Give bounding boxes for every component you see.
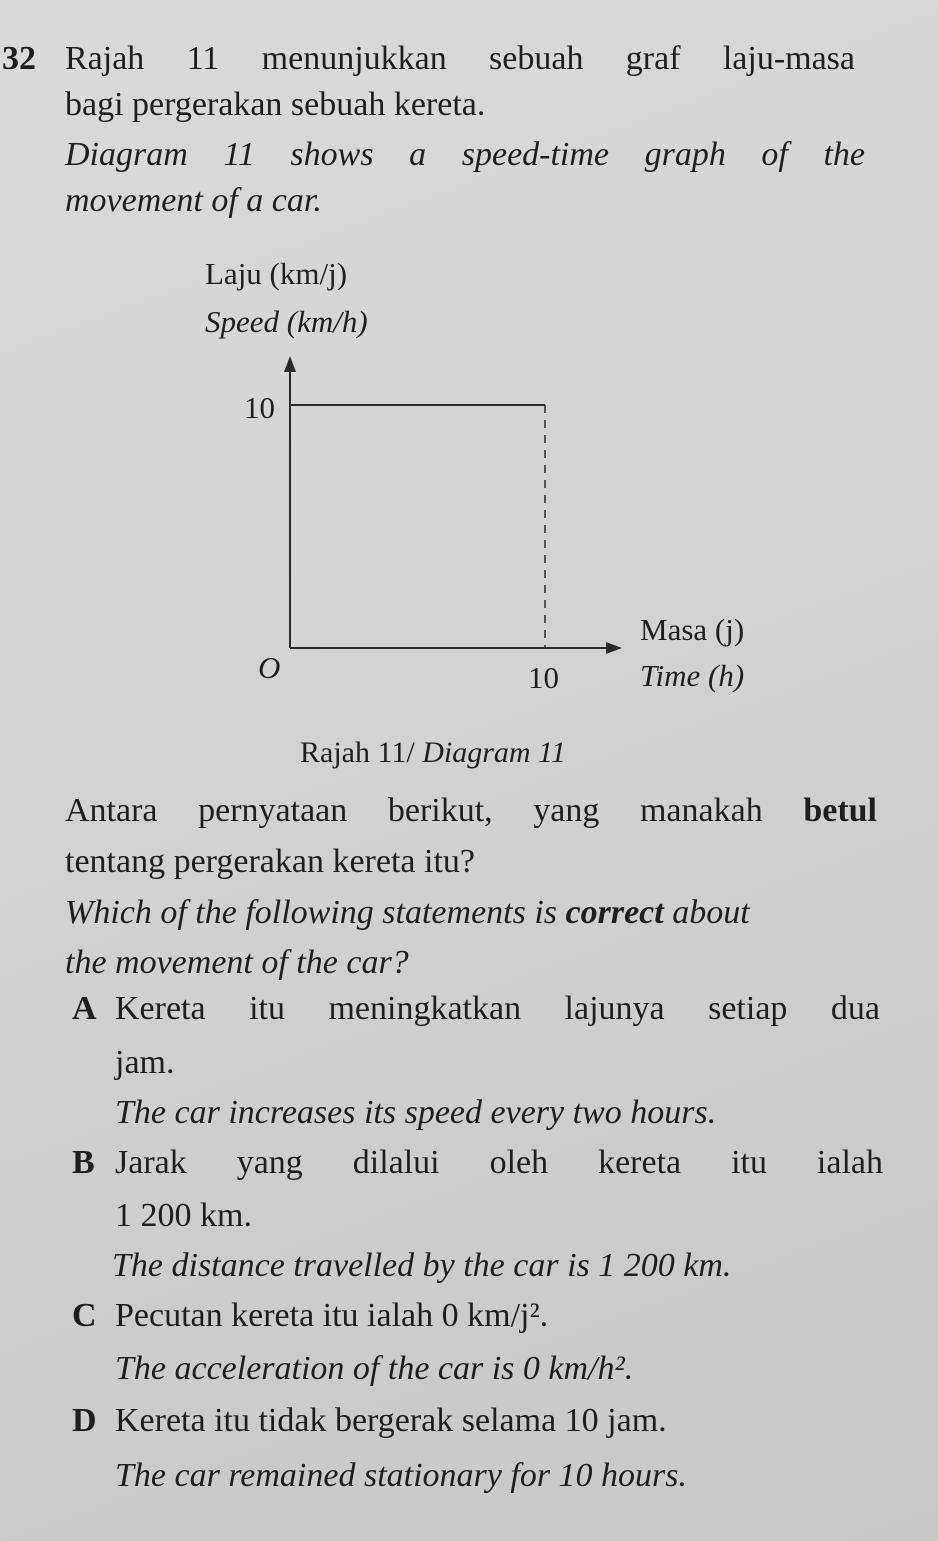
option-text-malay: jam.: [115, 1044, 175, 1081]
prompt-text: Antara pernyataan berikut, yang manakah: [65, 792, 763, 829]
y-axis-label-malay: Laju (km/j): [205, 256, 348, 291]
option-text-english: The acceleration of the car is 0 km/h².: [115, 1350, 634, 1387]
y-axis-label-english: Speed (km/h): [205, 304, 368, 339]
option-text-malay: Pecutan kereta itu ialah 0 km/j²: [115, 1297, 540, 1334]
option-letter: B: [72, 1144, 95, 1181]
x-axis-label-malay: Masa (j): [640, 612, 745, 647]
option-text-malay: 1 200 km.: [115, 1197, 252, 1234]
prompt-malay-line2: tentang pergerakan kereta itu?: [65, 843, 475, 880]
x-axis-arrow: [606, 642, 622, 654]
prompt-english-line2: the movement of the car?: [65, 944, 409, 981]
prompt-english-line1: [65, 896, 750, 930]
y-axis-arrow: [284, 356, 296, 372]
option-text-malay: Kereta itu tidak bergerak selama 10 jam.: [115, 1402, 667, 1439]
option-text-malay: Kereta itu meningkatkan lajunya setiap dua: [115, 990, 880, 1027]
y-tick-10: 10: [244, 390, 275, 425]
prompt-emphasis: betul: [803, 792, 877, 829]
prompt-malay-line1: [65, 794, 877, 828]
option-letter: A: [72, 990, 97, 1027]
option-letter: D: [72, 1402, 97, 1439]
question-number: 32: [2, 40, 36, 77]
prompt-emphasis: correct: [565, 894, 664, 931]
caption-english: Diagram 11: [422, 736, 566, 769]
option-text-malay-end: .: [539, 1297, 549, 1334]
option-text-english: The distance travelled by the car is 1 200 km.: [112, 1247, 732, 1284]
origin-label: O: [258, 650, 281, 685]
x-tick-10: 10: [528, 660, 559, 695]
caption-malay: Rajah 11/: [300, 736, 415, 769]
x-axis-label-english: Time (h): [640, 658, 745, 693]
option-text-english: The car increases its speed every two hours.: [115, 1094, 717, 1131]
option-letter: C: [72, 1297, 97, 1334]
intro-malay-line1: Rajah 11 menunjukkan sebuah graf laju-masa: [65, 40, 855, 77]
diagram-caption: [300, 738, 566, 768]
intro-english-line1: Diagram 11 shows a speed-time graph of the: [65, 136, 865, 173]
prompt-text: Which of the following statements is: [65, 894, 558, 931]
option-text-english: The car remained stationary for 10 hours.: [115, 1457, 688, 1494]
intro-english-line2: movement of a car.: [65, 182, 322, 219]
option-text-malay: Jarak yang dilalui oleh kereta itu ialah: [115, 1144, 883, 1181]
intro-malay-line2: bagi pergerakan sebuah kereta.: [65, 86, 486, 123]
prompt-text: about: [672, 894, 750, 931]
